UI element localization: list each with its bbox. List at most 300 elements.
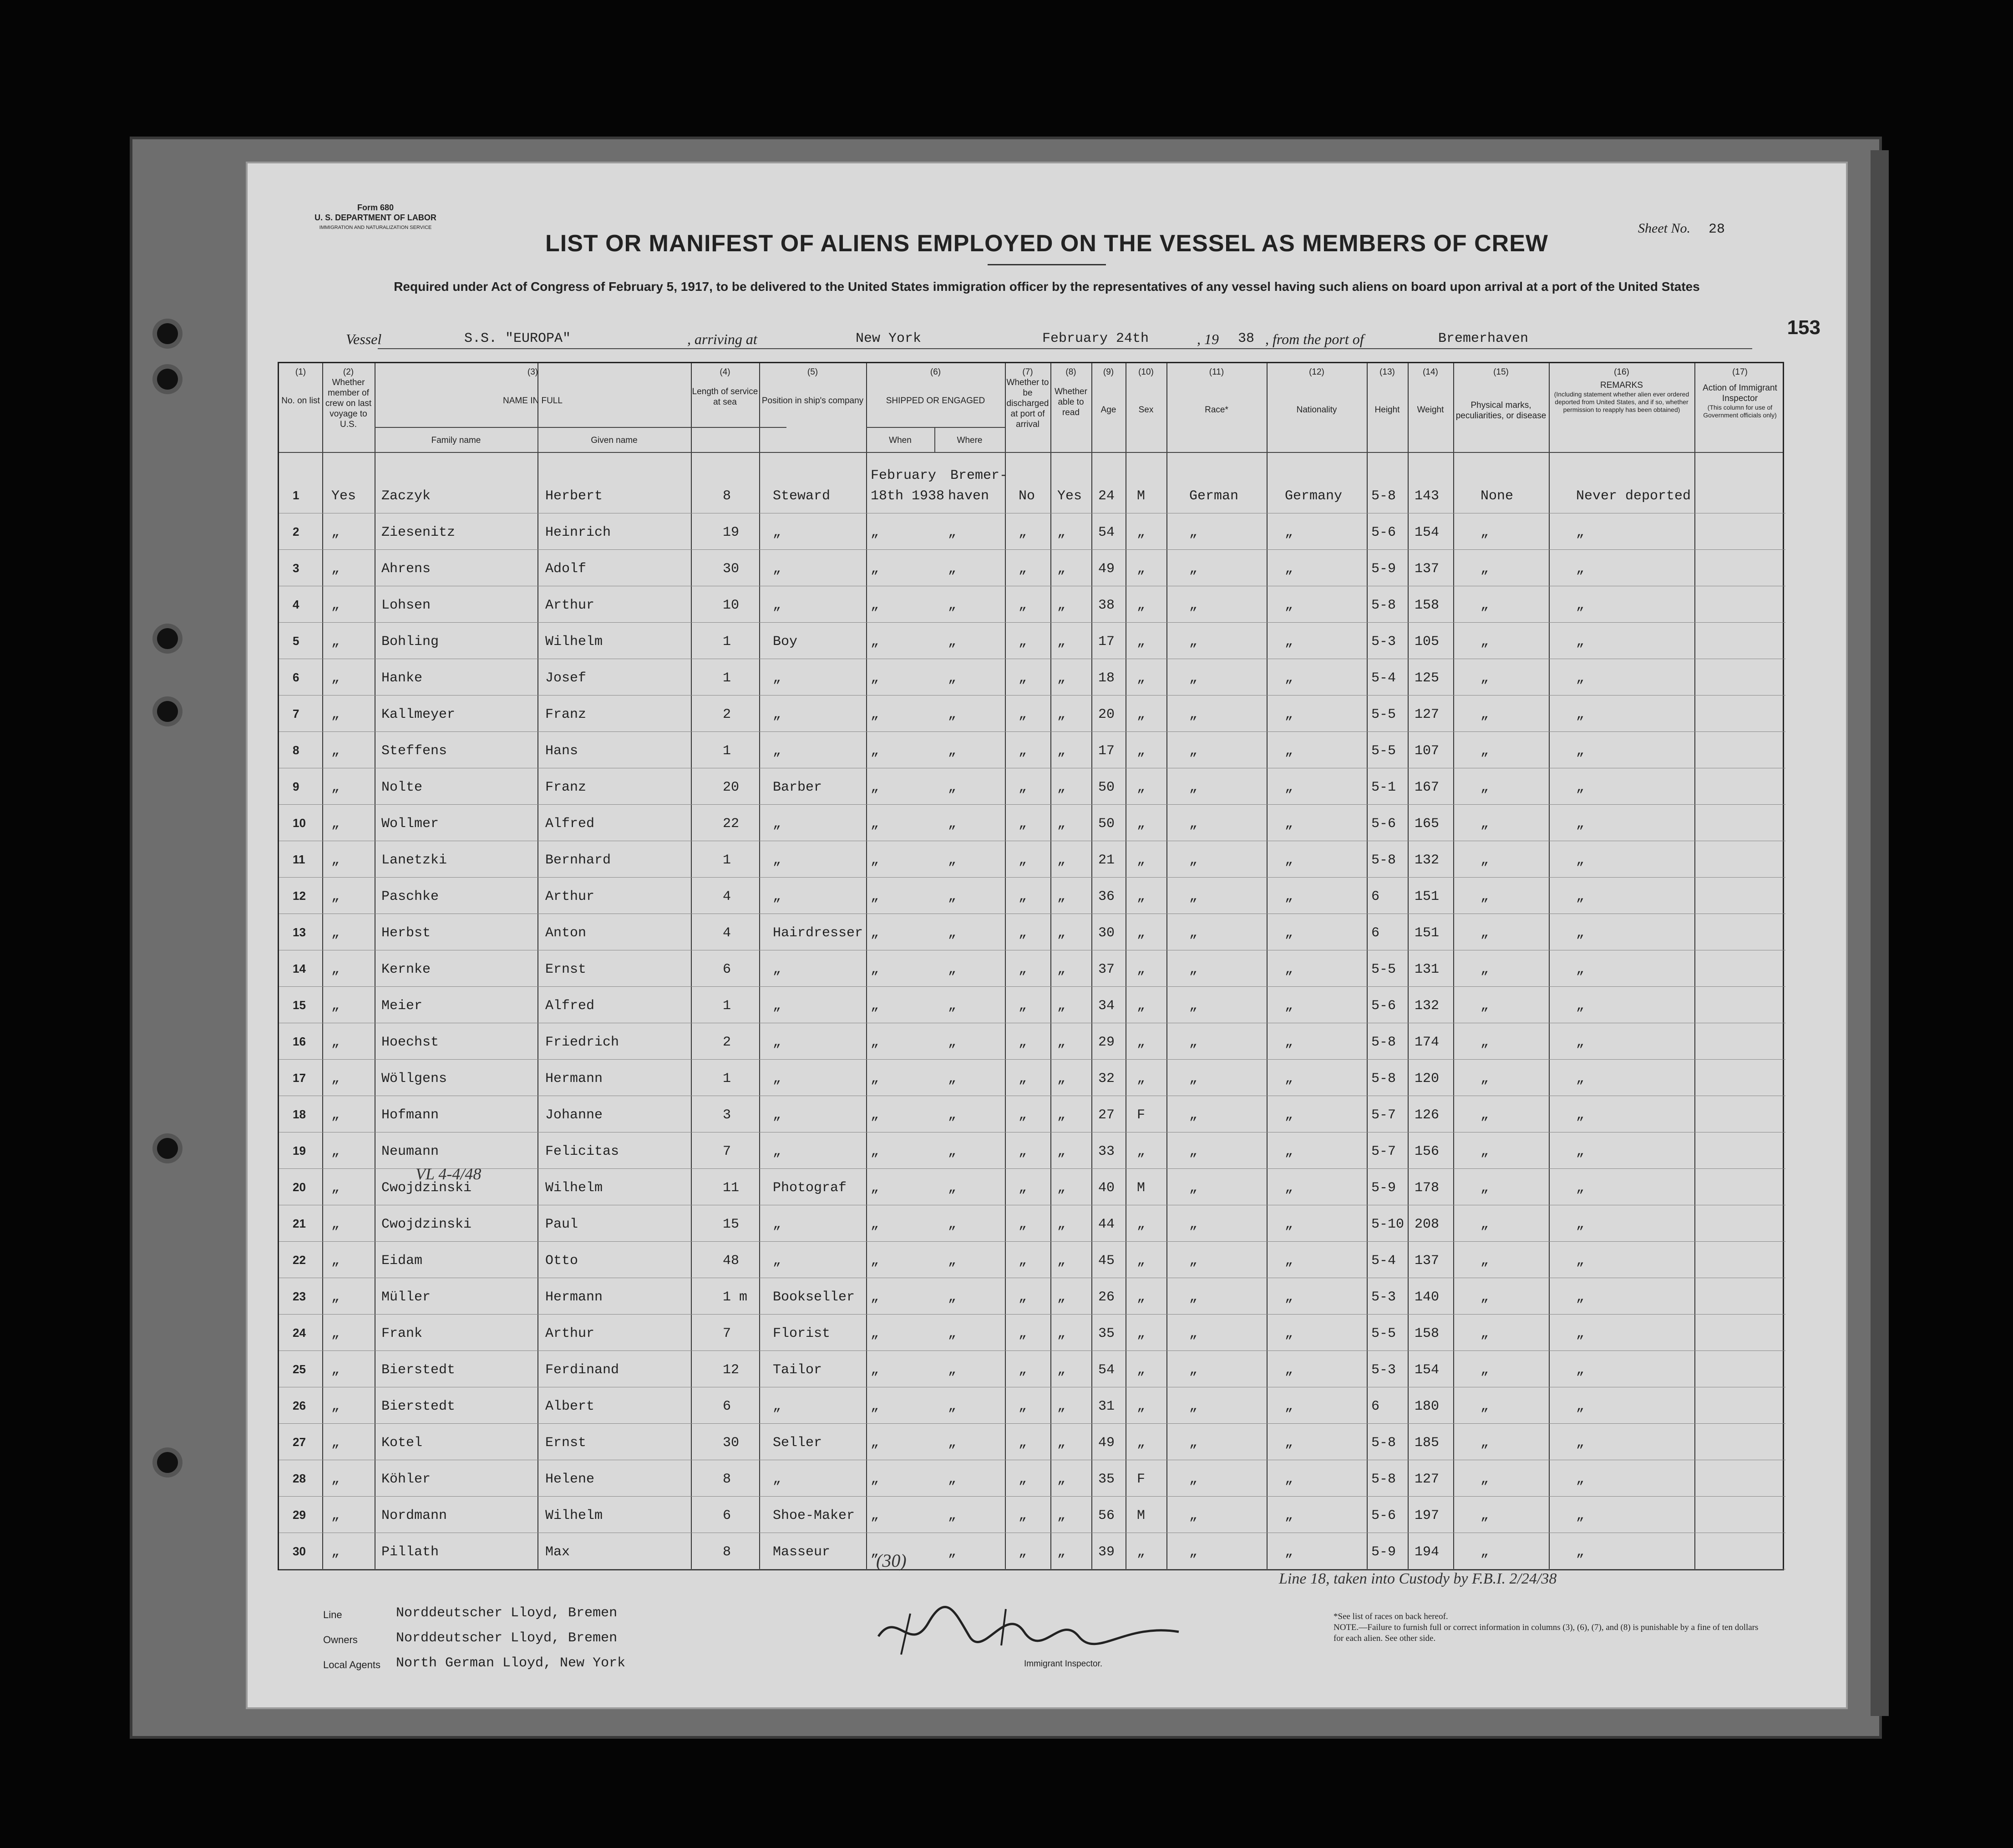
cell-when: „ [871, 1362, 879, 1378]
cell-family: Lohsen [381, 598, 431, 613]
cell-family: Nolte [381, 780, 423, 795]
cell-pos: Seller [773, 1435, 822, 1451]
cell-prev: „ [331, 743, 340, 759]
cell-nat: „ [1285, 743, 1293, 759]
cell-ht: 5-8 [1371, 488, 1396, 504]
crew-row [279, 953, 1785, 987]
cell-pos: Masseur [773, 1544, 831, 1560]
cell-given: Max [545, 1544, 570, 1560]
cell-when: „ [871, 1217, 879, 1232]
cell-sex: „ [1137, 1544, 1146, 1560]
cell-race: „ [1189, 925, 1198, 941]
cell-family: Wollmer [381, 816, 439, 832]
cell-no: 14 [293, 962, 306, 975]
cell-age: 27 [1098, 1107, 1115, 1123]
cell-read: „ [1057, 1326, 1066, 1341]
cell-when: 18th 1938 [871, 488, 945, 504]
cell-marks: „ [1481, 670, 1489, 686]
cell-svc: 8 [723, 1544, 731, 1560]
cell-where: „ [948, 1071, 957, 1086]
cell-sex: „ [1137, 561, 1146, 577]
cell-age: 31 [1098, 1399, 1115, 1414]
cell-ht: 5-6 [1371, 998, 1396, 1014]
cell-disc: „ [1019, 1253, 1027, 1269]
cell-pos: Steward [773, 488, 831, 504]
cell-remarks: „ [1576, 561, 1585, 577]
cell-no: 9 [293, 780, 299, 793]
cell-prev: „ [331, 1180, 340, 1196]
cell-prev: „ [331, 889, 340, 904]
cell-pos: „ [773, 816, 781, 832]
cell-nat: „ [1285, 525, 1293, 540]
cell-given: Friedrich [545, 1035, 619, 1050]
cell-no: 8 [293, 743, 299, 757]
cell-read: „ [1057, 598, 1066, 613]
cell-when: „ [871, 1035, 879, 1050]
cell-where: „ [948, 889, 957, 904]
cell-family: Cwojdzinski [381, 1217, 472, 1232]
cell-when: „ [871, 1399, 879, 1414]
cell-ht: 5-8 [1371, 598, 1396, 613]
cell-nat: „ [1285, 598, 1293, 613]
crew-row [279, 1390, 1785, 1424]
cell-marks: „ [1481, 1326, 1489, 1341]
cell-pos: „ [773, 670, 781, 686]
cell-wt: 151 [1415, 925, 1440, 941]
cell-age: 32 [1098, 1071, 1115, 1086]
cell-disc: „ [1019, 525, 1027, 540]
cell-marks: None [1481, 488, 1514, 504]
cell-family: Köhler [381, 1472, 431, 1487]
cell-no: 18 [293, 1107, 306, 1121]
cell-ht: 5-8 [1371, 1435, 1396, 1451]
cell-pos: „ [773, 1217, 781, 1232]
row-rule [279, 1423, 1785, 1424]
cell-age: 17 [1098, 743, 1115, 759]
cell-prev: „ [331, 925, 340, 941]
cell-no: 1 [293, 488, 299, 502]
cell-age: 33 [1098, 1144, 1115, 1159]
cell-marks: „ [1481, 925, 1489, 941]
cell-wt: 140 [1415, 1290, 1440, 1305]
cell-ht: 5-3 [1371, 1290, 1396, 1305]
cell-pos: Hairdresser [773, 925, 863, 941]
cell-race: „ [1189, 1435, 1198, 1451]
cell-nat: „ [1285, 853, 1293, 868]
cell-marks: „ [1481, 1472, 1489, 1487]
cell-nat: „ [1285, 1144, 1293, 1159]
owners-label: Owners [323, 1634, 358, 1645]
cell-no: 16 [293, 1035, 306, 1048]
cell-age: 54 [1098, 525, 1115, 540]
cell-wt: 167 [1415, 780, 1440, 795]
cell-remarks: „ [1576, 1290, 1585, 1305]
race-footnote: *See list of races on back hereof. [1334, 1612, 1448, 1621]
col4-header: (4) Length of service at sea [692, 367, 758, 407]
cell-remarks: „ [1576, 1362, 1585, 1378]
cell-remarks: „ [1576, 780, 1585, 795]
crew-row [279, 1317, 1785, 1351]
cell-svc: 22 [723, 816, 740, 832]
cell-svc: 11 [723, 1180, 740, 1196]
cell-race: „ [1189, 1399, 1198, 1414]
row-rule [279, 1350, 1785, 1351]
cell-given: Ernst [545, 1435, 587, 1451]
binder-edge [1871, 150, 1889, 1716]
cell-pos: Shoe-Maker [773, 1508, 855, 1523]
cell-remarks: „ [1576, 1144, 1585, 1159]
cell-nat: „ [1285, 707, 1293, 722]
row-rule [279, 1059, 1785, 1060]
cell-where: „ [948, 1035, 957, 1050]
cell-when: „ [871, 1435, 879, 1451]
cell-race: „ [1189, 561, 1198, 577]
row-rule [279, 1241, 1785, 1242]
cell-where: „ [948, 1107, 957, 1123]
cell-ht: 5-8 [1371, 1472, 1396, 1487]
agents-label: Local Agents [323, 1659, 380, 1670]
cell-family: Hanke [381, 670, 423, 686]
cell-where: „ [948, 1544, 957, 1560]
cell-when: „ [871, 998, 879, 1014]
binder-hole [157, 323, 178, 344]
year-prefix: , 19 [1197, 331, 1219, 347]
cell-where: „ [948, 707, 957, 722]
row-rule [279, 877, 1785, 878]
cell-svc: 6 [723, 962, 731, 977]
cell-ht: 5-8 [1371, 1035, 1396, 1050]
cell-sex: F [1137, 1472, 1146, 1487]
cell-family: Lanetzki [381, 853, 447, 868]
cell-disc: „ [1019, 743, 1027, 759]
crew-row [279, 880, 1785, 914]
cell-sex: „ [1137, 1035, 1146, 1050]
cell-prev: Yes [331, 488, 356, 504]
cell-family: Frank [381, 1326, 423, 1341]
cell-nat: „ [1285, 1362, 1293, 1378]
cell-read: „ [1057, 1435, 1066, 1451]
cell-wt: 132 [1415, 853, 1440, 868]
cell-when: „ [871, 780, 879, 795]
header-bottom-rule [279, 452, 1783, 453]
cell-pos: Barber [773, 780, 822, 795]
cell-svc: 7 [723, 1144, 731, 1159]
cell-sex: „ [1137, 1071, 1146, 1086]
cell-read: „ [1057, 1107, 1066, 1123]
cell-marks: „ [1481, 1399, 1489, 1414]
cell-remarks: „ [1576, 743, 1585, 759]
cell-when: „ [871, 816, 879, 832]
cell-svc: 4 [723, 925, 731, 941]
cell-no: 6 [293, 670, 299, 684]
cell-when: „ [871, 1544, 879, 1560]
vessel-underline [378, 348, 1752, 349]
cell-given: Anton [545, 925, 587, 941]
cell-svc: 1 m [723, 1290, 748, 1305]
cell-age: 29 [1098, 1035, 1115, 1050]
cell-svc: 3 [723, 1107, 731, 1123]
cell-when: „ [871, 1508, 879, 1523]
cell-prev: „ [331, 1508, 340, 1523]
cell-prev: „ [331, 1362, 340, 1378]
cell-read: „ [1057, 1035, 1066, 1050]
cell-given: Arthur [545, 1326, 595, 1341]
col15-header: (15) Physical marks, peculiarities, or disease [1455, 367, 1547, 421]
cell-where: „ [948, 816, 957, 832]
cell-family: Herbst [381, 925, 431, 941]
cell-disc: „ [1019, 670, 1027, 686]
cell-ht: 5-9 [1371, 1180, 1396, 1196]
arrival-port: New York [856, 331, 922, 346]
crew-row [279, 1026, 1785, 1060]
cell-pos: „ [773, 889, 781, 904]
cell-pos: „ [773, 743, 781, 759]
cell-nat: „ [1285, 670, 1293, 686]
crew-row [279, 1171, 1785, 1206]
cell-nat: „ [1285, 998, 1293, 1014]
penalty-note: NOTE.—Failure to furnish full or correct information in columns (3), (6), (7), and (8) is punishable by a fine of ten dollars for each alien. See other side. [1334, 1623, 1759, 1643]
cell-wt: 132 [1415, 998, 1440, 1014]
cell-when: „ [871, 1290, 879, 1305]
department-name: U. S. DEPARTMENT OF LABOR [314, 213, 436, 222]
cell-sex: M [1137, 488, 1146, 504]
cell-disc: „ [1019, 1217, 1027, 1232]
cell-nat: „ [1285, 1035, 1293, 1050]
crew-row [279, 1426, 1785, 1461]
cell-race: „ [1189, 853, 1198, 868]
col8-header: (8) Whether able to read [1055, 367, 1087, 417]
crew-row [279, 734, 1785, 769]
vessel-name: S.S. "EUROPA" [464, 331, 571, 346]
cell-svc: 10 [723, 598, 740, 613]
cell-svc: 1 [723, 743, 731, 759]
cell-no: 10 [293, 816, 306, 830]
cell-svc: 19 [723, 525, 740, 540]
cell-sex: „ [1137, 1217, 1146, 1232]
crew-row [279, 807, 1785, 842]
cell-pos: „ [773, 1399, 781, 1414]
cell-prev: „ [331, 1253, 340, 1269]
cell-remarks: „ [1576, 707, 1585, 722]
cell-given: Adolf [545, 561, 587, 577]
cell-given: Helene [545, 1472, 595, 1487]
crew-row [279, 698, 1785, 732]
cell-disc: „ [1019, 1144, 1027, 1159]
cell-when: „ [871, 598, 879, 613]
cell-ht: 5-6 [1371, 816, 1396, 832]
cell-when: „ [871, 743, 879, 759]
cell-no: 22 [293, 1253, 306, 1267]
cell-disc: „ [1019, 598, 1027, 613]
cell-remarks: „ [1576, 1253, 1585, 1269]
cell-given: Alfred [545, 816, 595, 832]
cell-wt: 131 [1415, 962, 1440, 977]
cell-race: „ [1189, 670, 1198, 686]
cell-disc: „ [1019, 1180, 1027, 1196]
cell-prev: „ [331, 1472, 340, 1487]
cell-where: „ [948, 1180, 957, 1196]
manifest-table [278, 362, 1784, 1570]
cell-read: „ [1057, 743, 1066, 759]
cell-age: 35 [1098, 1326, 1115, 1341]
cell-ht: 5-4 [1371, 670, 1396, 686]
cell-family: Kallmeyer [381, 707, 456, 722]
cell-remarks: „ [1576, 1217, 1585, 1232]
cell-given: Arthur [545, 598, 595, 613]
cell-remarks: „ [1576, 1107, 1585, 1123]
cell-read: „ [1057, 962, 1066, 977]
cell-ht: 5-5 [1371, 707, 1396, 722]
name-subheader-rule [375, 427, 786, 428]
cell-where: „ [948, 743, 957, 759]
cell-age: 21 [1098, 853, 1115, 868]
cell-disc: „ [1019, 962, 1027, 977]
cell-svc: 8 [723, 488, 731, 504]
cell-age: 44 [1098, 1217, 1115, 1232]
cell-disc: „ [1019, 707, 1027, 722]
crew-row [279, 1135, 1785, 1169]
cell-where: „ [948, 1217, 957, 1232]
title-rule [988, 264, 1106, 265]
cell-read: „ [1057, 1472, 1066, 1487]
col2-header: (2) Whether member of crew on last voyage to U.S. [325, 367, 372, 429]
cell-nat: „ [1285, 634, 1293, 650]
cell-marks: „ [1481, 598, 1489, 613]
cell-family: Bierstedt [381, 1362, 456, 1378]
cell-family: Ziesenitz [381, 525, 456, 540]
col7-header: (7) Whether to be discharged at port of arrival [1006, 367, 1049, 429]
cell-nat: „ [1285, 1217, 1293, 1232]
cell-nat: „ [1285, 561, 1293, 577]
cell-wt: 174 [1415, 1035, 1440, 1050]
cell-given: Hans [545, 743, 578, 759]
cell-remarks: „ [1576, 1508, 1585, 1523]
cell-where: „ [948, 962, 957, 977]
cell-race: „ [1189, 743, 1198, 759]
cell-marks: „ [1481, 853, 1489, 868]
col14-header: (14) Weight [1417, 367, 1444, 415]
cell-when: „ [871, 1180, 879, 1196]
cell-no: 19 [293, 1144, 306, 1158]
cell-age: 18 [1098, 670, 1115, 686]
cell-age: 49 [1098, 1435, 1115, 1451]
cell-age: 39 [1098, 1544, 1115, 1560]
cell-disc: „ [1019, 1290, 1027, 1305]
cell-wt: 120 [1415, 1071, 1440, 1086]
cell-given: Otto [545, 1253, 578, 1269]
cell-sex: „ [1137, 780, 1146, 795]
cell-svc: 6 [723, 1399, 731, 1414]
cell-where: „ [948, 1399, 957, 1414]
cell-race: „ [1189, 816, 1198, 832]
crew-row [279, 1280, 1785, 1315]
col3-header: (3) NAME IN FULL [503, 367, 563, 406]
shipped-when-top: February [871, 468, 937, 483]
cell-prev: „ [331, 1035, 340, 1050]
cell-disc: „ [1019, 1035, 1027, 1050]
cell-disc: „ [1019, 561, 1027, 577]
cell-sex: „ [1137, 1435, 1146, 1451]
cell-read: „ [1057, 816, 1066, 832]
cell-no: 7 [293, 707, 299, 721]
cell-where: haven [948, 488, 989, 504]
cell-given: Bernhard [545, 853, 611, 868]
cell-race: „ [1189, 1253, 1198, 1269]
departure-port: Bremerhaven [1438, 331, 1529, 346]
cell-no: 29 [293, 1508, 306, 1522]
shipped-where-top: Bremer- [950, 468, 1008, 483]
cell-prev: „ [331, 1326, 340, 1341]
form-number: Form 680 [357, 203, 394, 212]
cell-nat: „ [1285, 1435, 1293, 1451]
cell-age: 40 [1098, 1180, 1115, 1196]
cell-sex: „ [1137, 525, 1146, 540]
crew-row [279, 1208, 1785, 1242]
cell-age: 49 [1098, 561, 1115, 577]
arriving-label: , arriving at [687, 331, 757, 347]
cell-race: „ [1189, 707, 1198, 722]
cell-race: „ [1189, 634, 1198, 650]
cell-prev: „ [331, 561, 340, 577]
cell-wt: 125 [1415, 670, 1440, 686]
cell-nat: „ [1285, 1071, 1293, 1086]
cell-age: 24 [1098, 488, 1115, 504]
cell-marks: „ [1481, 780, 1489, 795]
cell-when: „ [871, 1326, 879, 1341]
cell-no: 27 [293, 1435, 306, 1449]
cell-read: „ [1057, 780, 1066, 795]
col12-header: (12) Nationality [1296, 367, 1337, 415]
cell-prev: „ [331, 780, 340, 795]
cell-where: „ [948, 1362, 957, 1378]
cell-nat: „ [1285, 1253, 1293, 1269]
cell-age: 50 [1098, 816, 1115, 832]
cell-when: „ [871, 670, 879, 686]
cell-where: „ [948, 561, 957, 577]
cell-remarks: „ [1576, 1472, 1585, 1487]
cell-where: „ [948, 1472, 957, 1487]
col10-header: (10) Sex [1138, 367, 1154, 415]
cell-family: Cwojdzinski [381, 1180, 472, 1196]
cell-family: Kotel [381, 1435, 423, 1451]
cell-remarks: „ [1576, 1035, 1585, 1050]
cell-disc: „ [1019, 1472, 1027, 1487]
cell-disc: „ [1019, 1362, 1027, 1378]
cell-pos: „ [773, 1472, 781, 1487]
cell-pos: Tailor [773, 1362, 822, 1378]
cell-disc: „ [1019, 998, 1027, 1014]
cell-wt: 143 [1415, 488, 1440, 504]
cell-age: 17 [1098, 634, 1115, 650]
manifest-page [246, 162, 1848, 1709]
cell-ht: 6 [1371, 889, 1380, 904]
cell-remarks: „ [1576, 925, 1585, 941]
cell-sex: „ [1137, 925, 1146, 941]
cell-nat: „ [1285, 1326, 1293, 1341]
cell-wt: 127 [1415, 707, 1440, 722]
cell-ht: 5-5 [1371, 962, 1396, 977]
cell-sex: „ [1137, 1290, 1146, 1305]
cell-no: 20 [293, 1180, 306, 1194]
cell-race: „ [1189, 1071, 1198, 1086]
cell-wt: 185 [1415, 1435, 1440, 1451]
row-rule [279, 622, 1785, 623]
cell-read: „ [1057, 561, 1066, 577]
cell-remarks: „ [1576, 853, 1585, 868]
binder-hole [157, 701, 178, 722]
cell-wt: 194 [1415, 1544, 1440, 1560]
cell-given: Wilhelm [545, 1508, 603, 1523]
